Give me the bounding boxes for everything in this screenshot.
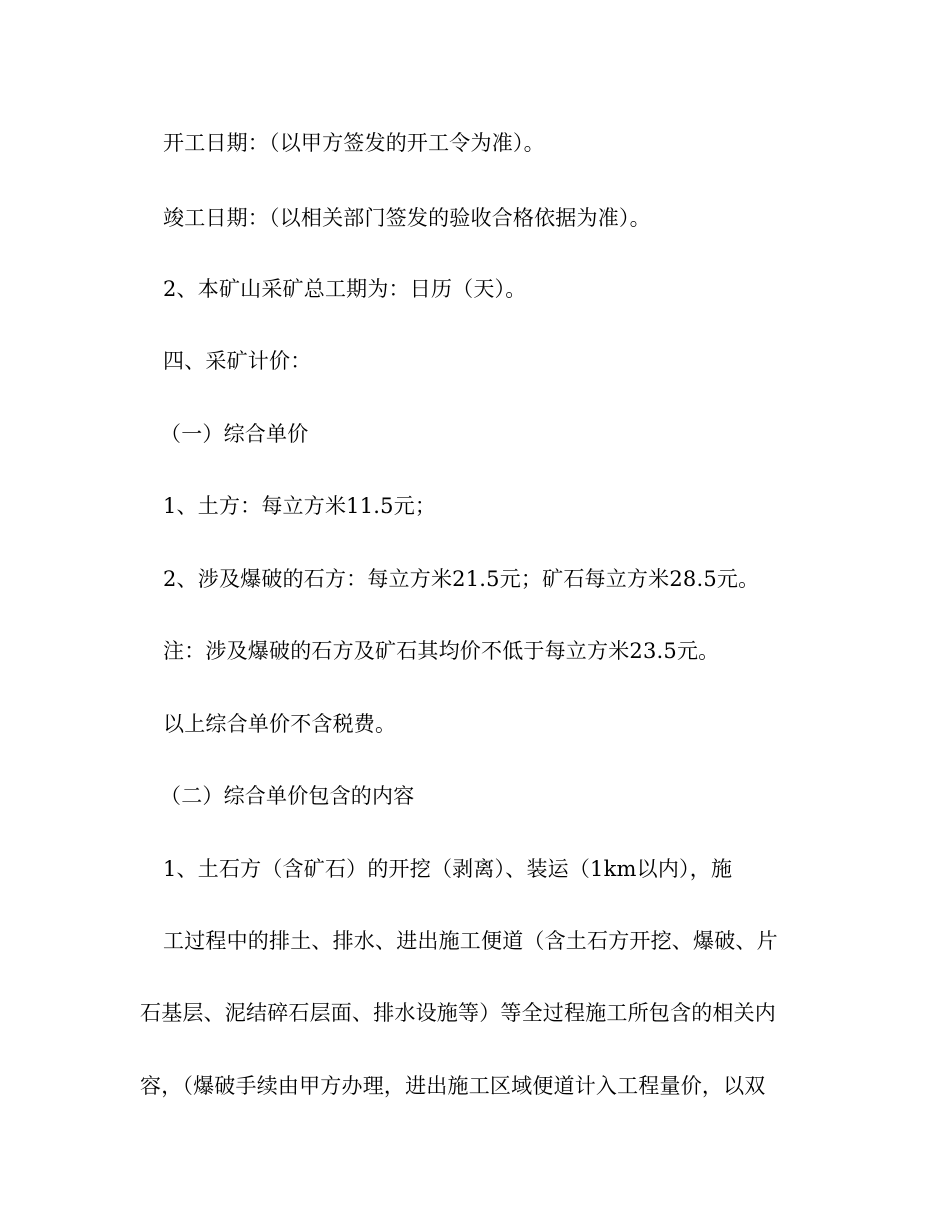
paragraph-blasting-price: 2、涉及爆破的石方：每立方米21.5元；矿石每立方米28.5元。 (163, 567, 760, 591)
heading-unit-price: （一）综合单价 (160, 422, 309, 446)
paragraph-earthwork-price: 1、土方：每立方米11.5元； (163, 494, 437, 518)
paragraph-tax-exclusion: 以上综合单价不含税费。 (163, 712, 397, 736)
paragraph-completion-date: 竣工日期：（以相关部门签发的验收合格依据为准）。 (163, 206, 651, 230)
paragraph-contents-line-2: 工过程中的排土、排水、进出施工便道（含土石方开挖、爆破、片 (163, 929, 778, 953)
paragraph-contents-line-1: 1、土石方（含矿石）的开挖（剥离）、装运（1km以内），施 (163, 857, 733, 881)
heading-mining-pricing: 四、采矿计价： (163, 349, 312, 373)
paragraph-contents-line-3: 石基层、泥结碎石层面、排水设施等）等全过程施工所包含的相关内 (140, 1001, 776, 1025)
heading-price-contents: （二）综合单价包含的内容 (160, 784, 415, 808)
paragraph-total-period: 2、本矿山采矿总工期为：日历（天）。 (163, 277, 527, 301)
paragraph-note-average: 注：涉及爆破的石方及矿石其均价不低于每立方米23.5元。 (163, 639, 720, 663)
paragraph-contents-line-4: 容，（爆破手续由甲方办理，进出施工区域便道计入工程量价，以双 (140, 1074, 766, 1098)
paragraph-start-date: 开工日期：（以甲方签发的开工令为准）。 (163, 131, 545, 155)
